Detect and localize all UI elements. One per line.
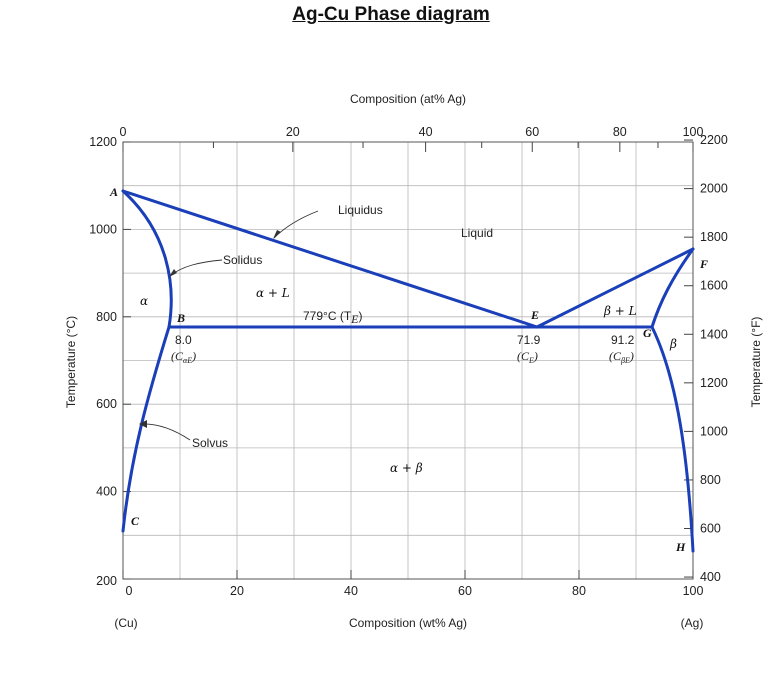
point-g-symbol: $(C_{\beta E})$ — [609, 349, 634, 365]
grid — [123, 142, 693, 579]
solidus-label: Solidus — [223, 253, 263, 267]
x-tick-label-top: 40 — [418, 125, 433, 139]
x-tick-label-bottom: 40 — [344, 584, 358, 598]
y-tick-label-left: 200 — [96, 574, 117, 588]
point-f-label: F — [700, 257, 709, 271]
y-tick-label-right: 400 — [700, 570, 721, 585]
x-tick-label-bottom: 80 — [572, 584, 586, 598]
point-c-label: C — [131, 514, 140, 528]
y-tick-label-right: 600 — [700, 521, 721, 536]
liquidus-arrowhead — [273, 230, 281, 239]
y-tick-label-left: 1200 — [89, 135, 117, 149]
y-tick-label-right: 2000 — [700, 181, 728, 196]
eutectic-temperature-label: 779°C (TE) — [303, 309, 363, 326]
y-tick-label-left: 600 — [96, 397, 117, 412]
y-tick-label-left: 400 — [96, 484, 117, 499]
x-tick-label-bottom: 0 — [125, 584, 133, 598]
beta-region-label: β — [670, 337, 677, 351]
solvus-left-line — [123, 327, 169, 531]
ag-end-label: (Ag) — [680, 616, 704, 630]
point-a-label: A — [110, 185, 119, 199]
liquid-region-label: Liquid — [461, 226, 494, 240]
page-title: Ag-Cu Phase diagram — [292, 4, 490, 25]
bottom-axis-title: Composition (wt% Ag) — [348, 616, 468, 630]
cu-end-label: (Cu) — [114, 616, 138, 630]
x-tick-label-bottom: 100 — [682, 584, 704, 598]
liquidus-pointer — [274, 211, 318, 238]
alpha-liquid-region-label: α + L — [256, 286, 290, 300]
beta-liquid-region-label: β + L — [604, 304, 637, 318]
point-h-label: H — [676, 540, 686, 554]
y-tick-label-right: 1600 — [700, 278, 728, 293]
y-tick-label-right: 1800 — [700, 230, 728, 245]
y-tick-label-right: 1000 — [700, 424, 728, 439]
point-e-value: 71.9 — [517, 333, 541, 347]
solvus-pointer — [140, 424, 190, 440]
point-e-symbol: $(C_E)$ — [517, 349, 538, 365]
left-axis-title: Temperature (°C) — [64, 315, 78, 409]
point-b-symbol: $(C_{\alpha E})$ — [171, 349, 197, 365]
y-tick-label-right: 800 — [700, 472, 721, 487]
x-tick-label-bottom: 60 — [458, 584, 472, 598]
right-axis-title: Temperature (°F) — [749, 316, 763, 408]
point-b-value: 8.0 — [175, 333, 192, 347]
x-tick-label-top: 20 — [285, 125, 300, 139]
x-tick-label-top: 100 — [682, 125, 704, 139]
top-axis-title: Composition (at% Ag) — [349, 92, 467, 106]
x-tick-label-top: 60 — [525, 125, 540, 139]
alpha-region-label: α — [140, 294, 149, 308]
liquidus-left-line — [123, 191, 540, 327]
point-b-label: B — [177, 311, 186, 325]
y-tick-label-left: 1000 — [89, 222, 117, 237]
point-e-label: E — [531, 308, 540, 322]
y-tick-label-right: 2200 — [700, 133, 728, 148]
point-g-label: G — [643, 326, 652, 340]
y-tick-label-right: 1200 — [700, 375, 728, 390]
alpha-beta-region-label: α + β — [390, 461, 423, 475]
point-g-value: 91.2 — [611, 333, 635, 347]
liquidus-label: Liquidus — [338, 203, 383, 217]
solvus-label: Solvus — [192, 436, 229, 450]
x-tick-label-top: 80 — [612, 125, 627, 139]
solidus-pointer — [170, 260, 222, 276]
y-tick-label-right: 1400 — [700, 327, 728, 342]
x-tick-label-top: 0 — [119, 125, 127, 139]
x-tick-label-bottom: 20 — [230, 584, 244, 598]
y-tick-label-left: 800 — [96, 309, 117, 324]
